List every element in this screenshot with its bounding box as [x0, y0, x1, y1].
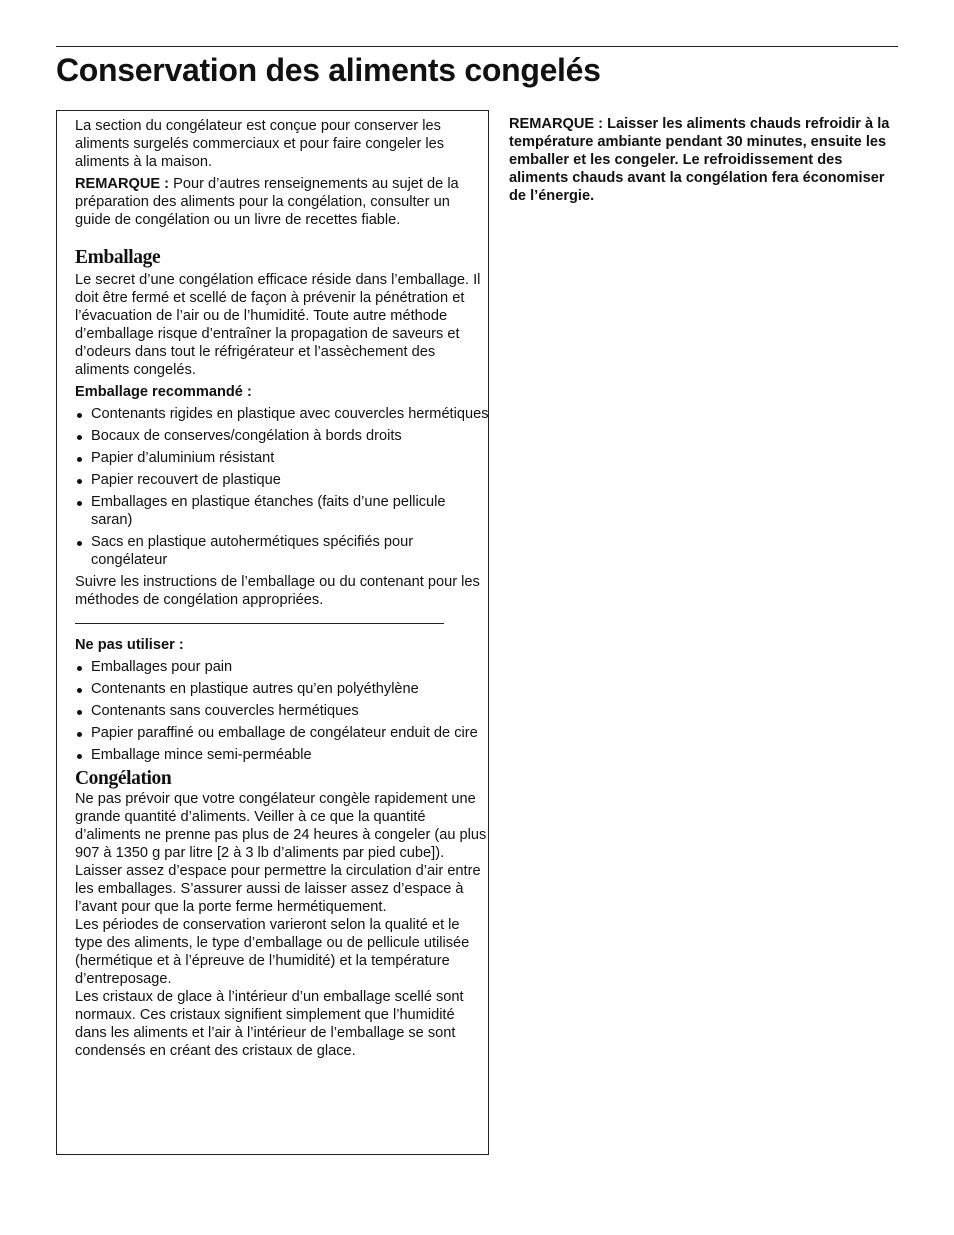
- bullet-icon: [77, 754, 82, 759]
- bullet-icon: [77, 435, 82, 440]
- list-item: Papier recouvert de plastique: [75, 471, 489, 489]
- congelation-paragraph: Les cristaux de glace à l’intérieur d’un emballage scellé sont normaux. Ces cristaux signifient simplement que l’humidité dans les aliments et l’air à l’intérieur de l’emballage se sont condensés en créant des cristaux de glace.: [75, 989, 464, 1059]
- avoid-label: Ne pas utiliser :: [75, 637, 184, 653]
- bullet-icon: [77, 457, 82, 462]
- list-item: Sacs en plastique autohermétiques spécifiés pour congélateur: [75, 533, 489, 569]
- list-item: Bocaux de conserves/congélation à bords droits: [75, 427, 489, 445]
- list-item: Contenants en plastique autres qu’en polyéthylène: [75, 680, 489, 698]
- recommended-label: Emballage recommandé :: [75, 384, 252, 400]
- emballage-heading: Emballage: [75, 247, 161, 268]
- list-item: Contenants sans couvercles hermétiques: [75, 702, 489, 720]
- list-item: Emballage mince semi-perméable: [75, 746, 489, 764]
- bullet-icon: [77, 710, 82, 715]
- left-column: [75, 117, 489, 1060]
- bullet-icon: [77, 413, 82, 418]
- congelation-paragraph: Ne pas prévoir que votre congélateur congèle rapidement une grande quantité d’aliments. Veiller à ce que la quantité d’aliments ne prenne pas plus de 24 heures à congeler (au plus 907 à 1350 g par litre [2 à 3 lb d’aliments par pied cube]). Laisser assez d’espace pour permettre la circulation d’air entre les emballages. S’assurer aussi de laisser assez d’espace à l’avant pour que la porte ferme hermétiquement.: [75, 791, 487, 915]
- follow-instructions: Suivre les instructions de l’emballage ou du contenant pour les méthodes de congélation appropriées.: [75, 574, 480, 608]
- avoid-list: [75, 658, 489, 764]
- bullet-icon: [77, 688, 82, 693]
- top-rule: [56, 46, 898, 47]
- bullet-icon: [77, 666, 82, 671]
- congelation-paragraph: Les périodes de conservation varieront selon la qualité et le type des aliments, le type d’emballage ou de pellicule utilisée (hermétique et à l’épreuve de l’humidité) et la température d’entreposage.: [75, 917, 470, 987]
- list-item: Contenants rigides en plastique avec couvercles hermétiques: [75, 405, 489, 423]
- intro-note-text: Pour d’autres renseignements au sujet de la préparation des aliments pour la congélation, consulter un guide de congélation ou un livre de recettes fiable.: [75, 176, 459, 228]
- intro-note-label: REMARQUE :: [75, 176, 170, 192]
- list-item: Papier d’aluminium résistant: [75, 449, 489, 467]
- bullet-icon: [77, 541, 82, 546]
- intro-paragraph: La section du congélateur est conçue pour conserver les aliments surgelés commerciaux et pour faire congeler les aliments à la maison.: [75, 118, 445, 170]
- bullet-icon: [77, 479, 82, 484]
- emballage-paragraph: Le secret d’une congélation efficace réside dans l’emballage. Il doit être fermé et scellé de façon à prévenir la pénétration et l’évacuation de l’air ou de l’humidité. Toute autre méthode d’emballage risque d’entraîner la propagation de saveurs et d’odeurs dans tout le réfrigérateur et l’assèchement des aliments congelés.: [75, 272, 481, 378]
- hot-food-note: REMARQUE : Laisser les aliments chauds refroidir à la température ambiante pendant 30 minutes, ensuite les emballer et les congeler. Le refroidissement des aliments chauds avant la congélation fera économiser de l’énergie.: [509, 116, 890, 204]
- recommended-list: [75, 405, 489, 569]
- section-divider: [75, 623, 444, 624]
- congelation-heading: Congélation: [75, 768, 172, 789]
- bullet-icon: [77, 501, 82, 506]
- list-item: Emballages en plastique étanches (faits d’une pellicule saran): [75, 493, 489, 529]
- list-item: Papier paraffiné ou emballage de congélateur enduit de cire: [75, 724, 489, 742]
- page-title: Conservation des aliments congelés: [56, 52, 601, 88]
- intro-note: [75, 175, 489, 229]
- bullet-icon: [77, 732, 82, 737]
- list-item: Emballages pour pain: [75, 658, 489, 676]
